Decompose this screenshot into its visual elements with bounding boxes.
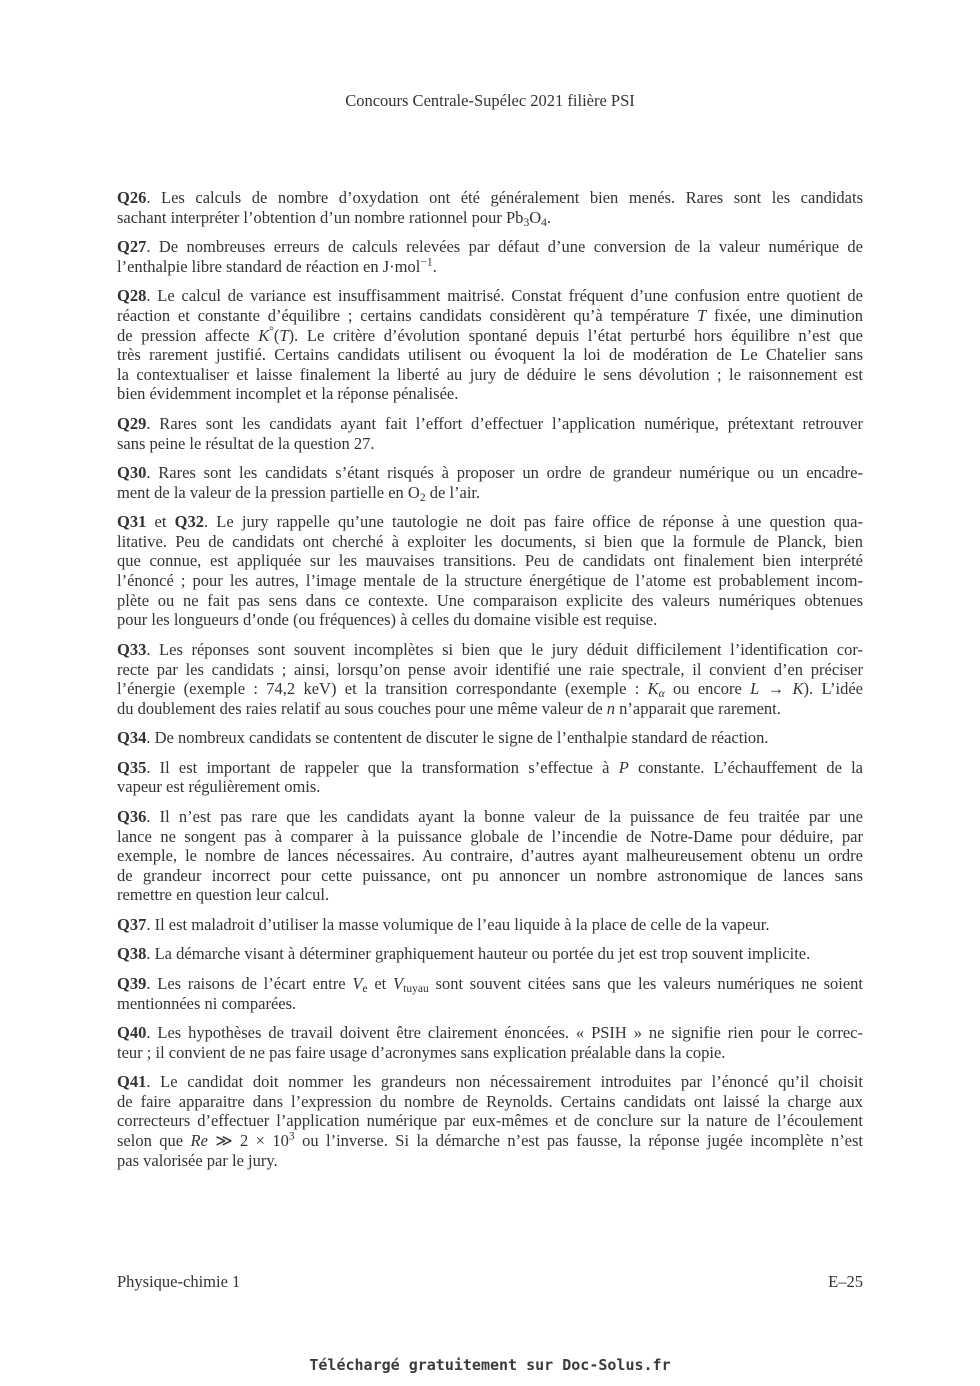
text-run: l’énoncé ; pour les autres, l’image mentale de la structure énergétique de l’atome est probablement incom- (117, 571, 863, 591)
text-line (117, 237, 863, 257)
text-run: plète ou ne fait pas sens dans ce contexte. Une comparaison explicite des valeurs numériques obtenues (117, 590, 863, 610)
footer-page-number: E–25 (828, 1272, 863, 1291)
question-label: Q33 (117, 639, 147, 659)
text-run: ( (273, 325, 280, 345)
superscript: ° (269, 325, 274, 338)
text-run: . Rares sont les candidats ayant fait l’effort d’effectuer l’application numérique, prétextant retrouver (146, 413, 863, 433)
text-run: . Il est maladroit d’utiliser la masse volumique de l’eau liquide à la place de celle de la vapeur. (146, 914, 770, 934)
text-run: ≫ 2 × 10 (207, 1131, 289, 1151)
comment-q41 (117, 1072, 863, 1170)
text-run: de pression affecte (117, 325, 259, 345)
subscript: tuyau (403, 983, 429, 996)
math-symbol: K (792, 679, 804, 699)
question-label: Q40 (117, 1023, 147, 1043)
text-run: . Les hypothèses de travail doivent être clairement énoncées. « PSIH » ne signifie rien pour le correc- (146, 1023, 863, 1043)
text-run: → (759, 679, 793, 699)
text-line (117, 365, 863, 385)
text-run: . Il est important de rappeler que la transformation s’effectue à (146, 757, 619, 777)
comment-q40 (117, 1023, 863, 1062)
comment-q31-q32 (117, 512, 863, 630)
text-run: l’enthalpie libre standard de réaction en J·mol (117, 256, 421, 276)
subscript: e (362, 983, 368, 996)
text-run: ou encore (664, 679, 751, 699)
question-label: Q34 (117, 728, 147, 748)
text-run: pas valorisée par le jury. (117, 1150, 278, 1170)
text-line (117, 777, 863, 797)
text-run: bien évidemment incomplet et la réponse pénalisée. (117, 384, 459, 404)
text-run: mentionnées ni comparées. (117, 993, 297, 1013)
text-line (117, 257, 863, 277)
question-label: Q31 (117, 512, 147, 532)
text-run: lance ne songent pas à comparer à la puissance globale de l’incendie de Notre-Dame pour déduire, par (117, 826, 863, 846)
question-label: Q26 (117, 188, 147, 207)
text-line (117, 551, 863, 571)
subscript: 2 (419, 491, 426, 504)
footer-subject: Physique-chimie 1 (117, 1272, 241, 1291)
math-symbol: P (618, 757, 629, 777)
text-run: sont souvent citées sans que les valeurs numériques ne soient (428, 973, 864, 993)
comment-q34 (117, 728, 863, 748)
question-label: Q35 (117, 757, 147, 777)
text-line (117, 286, 863, 306)
text-run: ment de la valeur de la pression partielle en O (117, 482, 420, 502)
text-line (117, 434, 863, 454)
math-symbol: n (606, 698, 616, 718)
text-line (117, 807, 863, 827)
math-symbol: V (393, 973, 404, 993)
comment-q29 (117, 414, 863, 453)
question-label: Q39 (117, 973, 147, 993)
text-run: . De nombreux candidats se contentent de discuter le signe de l’enthalpie standard de réaction. (146, 728, 769, 748)
text-line (117, 758, 863, 778)
text-line (117, 463, 863, 483)
text-run: du doublement des raies relatif au sous couches pour une même valeur de (117, 698, 607, 718)
text-line (117, 414, 863, 434)
text-run: litative. Peu de candidats ont cherché à exploiter les documents, si bien que la formule de Planck, bien (117, 531, 863, 551)
comment-q35 (117, 758, 863, 797)
text-line (117, 1131, 863, 1151)
text-line (117, 306, 863, 326)
text-line (117, 1072, 863, 1092)
text-line (117, 512, 863, 532)
text-line (117, 660, 863, 680)
text-line (117, 384, 863, 404)
text-run: correcteurs d’effectuer l’application numérique par eux-mêmes et de conclure sur la nature de l’écoulement (117, 1111, 863, 1131)
subscript: α (658, 688, 665, 701)
text-run: . Les raisons de l’écart entre (146, 973, 353, 993)
comment-q30 (117, 463, 863, 502)
text-line (117, 591, 863, 611)
text-line (117, 699, 863, 719)
text-run: ). L’idée (803, 679, 863, 699)
text-run: de l’air. (425, 482, 481, 502)
text-run: l’énergie (exemple : 74,2 keV) et la transition correspondante (exemple : (117, 679, 648, 699)
question-label: Q37 (117, 914, 147, 934)
text-run: . Les réponses sont souvent incomplètes si bien que le jury déduit difficilement l’identification cor- (146, 639, 863, 659)
text-run: remettre en question leur calcul. (117, 885, 330, 905)
math-symbol: K (258, 325, 270, 345)
text-line (117, 532, 863, 552)
text-line (117, 1151, 863, 1171)
comment-q33 (117, 640, 863, 719)
page-header: Concours Centrale-Supélec 2021 filière PSI (345, 91, 635, 110)
text-line (117, 571, 863, 591)
text-run: . (432, 256, 437, 276)
text-line (117, 1111, 863, 1131)
text-run: . La démarche visant à déterminer graphiquement hauteur ou portée du jet est trop souvent implicite. (146, 944, 811, 964)
text-run: . Le jury rappelle qu’une tautologie ne doit pas faire office de réponse à une question qua- (203, 512, 863, 532)
text-run: teur ; il convient de ne pas faire usage d’acronymes sans explication préalable dans la copie. (117, 1042, 726, 1062)
text-line (117, 944, 863, 964)
text-run: . De nombreuses erreurs de calculs relevées par défaut d’une conversion de la valeur numérique de (146, 237, 863, 257)
text-run: . Le candidat doit nommer les grandeurs non nécessairement introduites par l’énoncé qu’il choisit (146, 1072, 863, 1092)
question-label: Q36 (117, 806, 147, 826)
comment-q28 (117, 286, 863, 404)
text-run: recte par les candidats ; ainsi, lorsqu’on pense avoir identifié une raie spectrale, il convient d’en préciser (117, 659, 863, 679)
question-label: Q32 (174, 512, 204, 532)
math-symbol: K (647, 679, 659, 699)
math-symbol: T (697, 305, 707, 325)
text-run: et (367, 973, 394, 993)
text-line (117, 483, 863, 503)
math-symbol: V (352, 973, 363, 993)
text-line (117, 188, 863, 208)
text-run: que connue, est appliquée sur les mauvaises transitions. Peu de candidats ont finalement bien interprété (117, 551, 863, 571)
text-run: sans peine le résultat de la question 27. (117, 433, 375, 453)
subscript: 4 (541, 216, 547, 229)
superscript: 3 (288, 1130, 295, 1143)
text-line (117, 846, 863, 866)
text-run: . Les calculs de nombre d’oxydation ont été généralement bien menés. Rares sont les candidats (146, 188, 863, 207)
superscript: −1 (420, 256, 433, 269)
text-run: de grandeur incorrect pour cette puissance, ont pu annoncer un nombre astronomique de lances sans (117, 865, 863, 885)
text-run: . (546, 207, 552, 227)
text-run: et (146, 512, 175, 532)
text-line (117, 728, 863, 748)
text-line (117, 974, 863, 994)
comment-q39 (117, 974, 863, 1013)
text-run: ou l’inverse. Si la démarche n’est pas fausse, la réponse jugée incomplète n’est (294, 1131, 863, 1151)
question-label: Q41 (117, 1072, 147, 1092)
text-line (117, 1092, 863, 1112)
text-line (117, 326, 863, 346)
question-label: Q28 (117, 286, 147, 306)
download-notice: Téléchargé gratuitement sur Doc-Solus.fr (309, 1356, 671, 1374)
text-run: ). Le critère d’évolution spontané depuis l’état perturbé hors équilibre n’est que (288, 325, 863, 345)
text-run: O (529, 207, 542, 227)
text-run: selon que (117, 1131, 191, 1151)
text-line (117, 610, 863, 630)
text-run: sachant interpréter l’obtention d’un nombre rationnel pour Pb (117, 207, 524, 227)
text-line (117, 640, 863, 660)
text-line (117, 866, 863, 886)
comment-q38 (117, 944, 863, 964)
text-run: exemple, le nombre de lances nécessaires. Au contraire, d’autres ayant malheureusement obtenu un ordre (117, 846, 863, 866)
text-line (117, 1043, 863, 1063)
question-label: Q29 (117, 413, 147, 433)
text-run: de faire apparaitre dans l’expression du nombre de Reynolds. Certains candidats ont laissé la charge aux (117, 1091, 863, 1111)
text-run: pour les longueurs d’onde (ou fréquences) à celles du domaine visible est requise. (117, 610, 658, 630)
text-run: réaction et constante d’équilibre ; certains candidats considèrent qu’à température (117, 305, 698, 325)
math-symbol: Re (190, 1131, 208, 1151)
text-run: très rarement justifié. Certains candidats utilisent ou évoquent la loi de modération de Le Chatelier sans (117, 345, 863, 365)
text-line (117, 885, 863, 905)
text-run: . Il n’est pas rare que les candidats ayant la bonne valeur de la puissance de feu traitée par une (146, 806, 863, 826)
text-line (117, 915, 863, 935)
subscript: 3 (523, 216, 530, 229)
comment-q37 (117, 915, 863, 935)
text-line (117, 345, 863, 365)
question-label: Q27 (117, 237, 147, 257)
text-run: fixée, une diminution (706, 305, 863, 325)
comment-q36 (117, 807, 863, 905)
text-run: constante. L’échauffement de la (628, 757, 864, 777)
text-run: vapeur est régulièrement omis. (117, 777, 321, 797)
comment-q26 (117, 188, 863, 227)
text-run: . Rares sont les candidats s’étant risqués à proposer un ordre de grandeur numérique ou un encadre- (146, 463, 863, 483)
report-body (117, 188, 863, 1180)
math-symbol: T (279, 325, 289, 345)
text-run: . Le calcul de variance est insuffisamment maitrisé. Constat fréquent d’une confusion entre quotient de (146, 286, 863, 306)
question-label: Q30 (117, 463, 147, 483)
text-run: n’apparait que rarement. (615, 698, 781, 718)
text-line (117, 827, 863, 847)
text-run: la contextualiser et laisse finalement la liberté au jury de déduire le sens dévolution ; le raisonnement est (117, 364, 863, 384)
text-line (117, 679, 863, 699)
text-line (117, 208, 863, 228)
comment-q27 (117, 237, 863, 276)
math-symbol: L (750, 679, 760, 699)
text-line (117, 994, 863, 1014)
question-label: Q38 (117, 944, 147, 964)
text-line (117, 1023, 863, 1043)
